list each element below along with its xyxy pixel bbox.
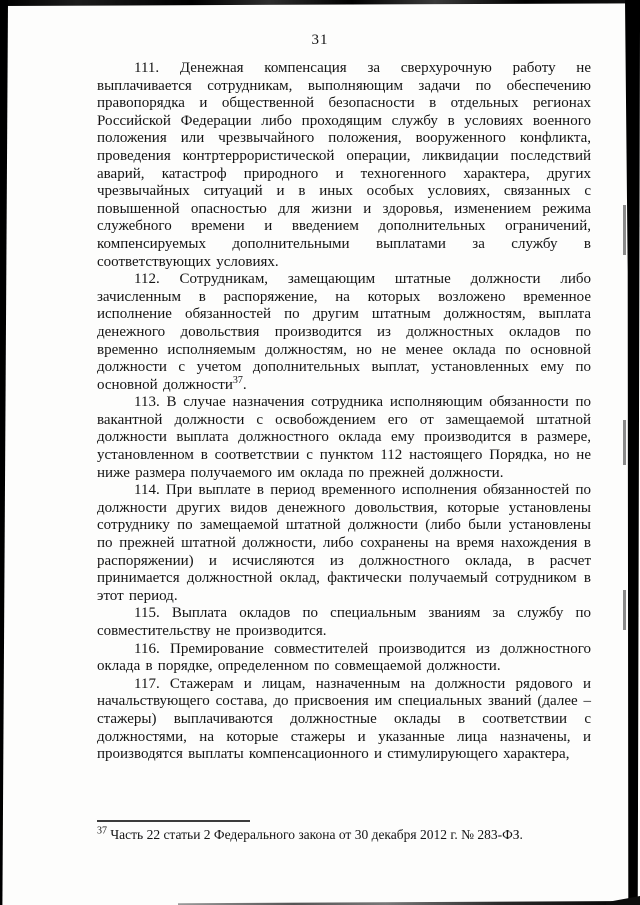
footnote-text: Часть 22 статьи 2 Федерального закона от 30 декабря 2012 г. № 283-ФЗ. xyxy=(110,827,523,842)
paragraph-text: 117. Стажерам и лицам, назначенным на должности рядового и начальствующего состава, до присвоения им специальных званий (далее – стажеры) выплачиваются должностные оклады в соответствии с должностями, на которые стажеры и указанные лица назначены, и производятся выплаты компенсационного и стимулирующего характера, xyxy=(97,675,591,763)
paragraph-text: 114. При выплате в период временного исполнения обязанностей по должности других видов денежного довольствия, которые установлены сотруднику по замещаемой штатной должности (либо были установлены по прежней штатной должности, либо сохранены на время нахождения в распоряжении) и исчисляются из должностного оклада, в расчет принимается должностной оклад, фактически получаемый сотрудником в этот период. xyxy=(97,482,591,604)
paragraph xyxy=(97,641,591,676)
paragraph-text: . xyxy=(242,376,247,393)
scan-corner-bottom-right xyxy=(606,896,640,905)
paragraph-text: 115. Выплата окладов по специальным званиям за службу по совместительству не производится. xyxy=(97,605,591,639)
scan-edge-bottom xyxy=(178,901,640,905)
footnote-marker: 37 xyxy=(97,825,107,837)
page-number: 31 xyxy=(311,32,329,48)
scan-edge-top xyxy=(0,0,640,6)
scan-edge-left xyxy=(0,0,8,905)
document-body xyxy=(97,60,591,764)
paragraph xyxy=(97,676,591,764)
footnote-block xyxy=(97,820,591,843)
paragraph-text: 116. Премирование совместителей производится из должностного оклада в порядке, определенном по совмещаемой должности. xyxy=(97,640,591,675)
paragraph xyxy=(97,605,591,640)
paragraph xyxy=(97,482,591,605)
paragraph xyxy=(97,60,591,271)
scan-edge-notch xyxy=(623,205,626,255)
paragraph-text: 112. Сотрудникам, замещающим штатные должности либо зачисленным в распоряжение, на которых возложено временное исполнение обязанностей по другим штатным должностям, выплата денежного довольствия производится из должностных окладов по временно исполняемым должностям, но не менее оклада по основной должности с учетом дополнительных выплат, установленных ему по основной должности xyxy=(97,271,591,393)
scan-edge-right xyxy=(625,0,640,905)
footnote-marker: 37 xyxy=(232,374,243,386)
scan-edge-notch xyxy=(623,420,626,465)
paragraph-text: 111. Денежная компенсация за сверхурочную работу не выплачивается сотрудникам, выполняющим задачи по обеспечению правопорядка и общественной безопасности в отдельных регионах Российской Федерации либо проходящим службу в условиях военного положения или чрезвычайного положения, вооруженного конфликта, проведения контртеррористической операции, ликвидации последствий аварий, катастроф природного и техногенного характера, других чрезвычайных ситуаций и в иных особых условиях, связанных с повышенной опасностью для жизни и здоровья, изменением режима служебного времени и введением дополнительных ограничений, компенсируемых дополнительными выплатами за службу в соответствующих условиях. xyxy=(97,60,591,270)
footnote xyxy=(97,827,591,843)
scan-edge-notch xyxy=(623,590,626,630)
paragraph xyxy=(97,271,591,394)
paragraph xyxy=(97,394,591,482)
footnote-separator xyxy=(97,820,250,822)
paragraph-text: 113. В случае назначения сотрудника исполняющим обязанности по вакантной должности с освобождением его от замещаемой штатной должности выплата должностного оклада ему производится в размере, установленном в соответствии с пунктом 112 настоящего Порядка, но не ниже размера получаемого им оклада по прежней должности. xyxy=(97,394,591,481)
